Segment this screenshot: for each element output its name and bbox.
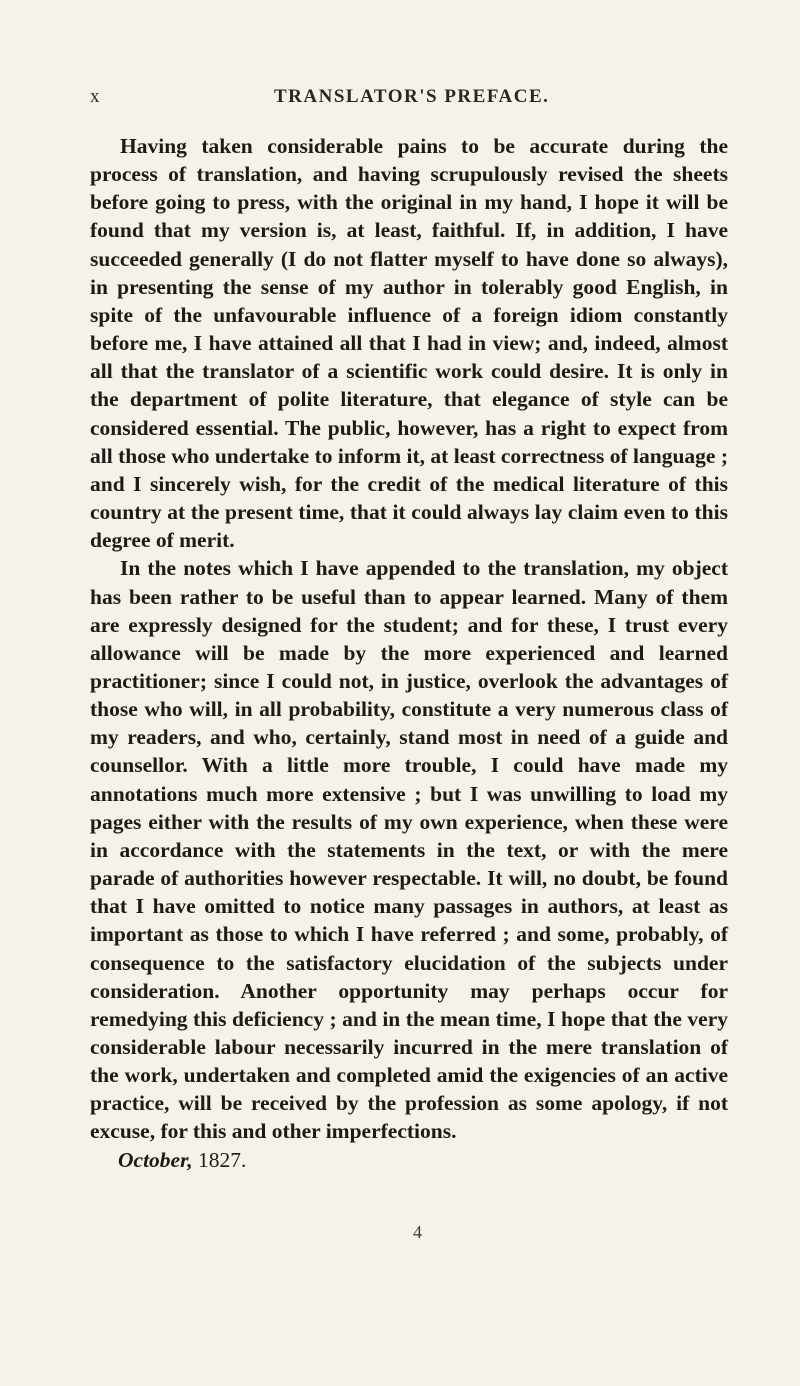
paragraph-notes: In the notes which I have appended to the translation, my object has been rather to be useful than to appear learned. Many of them are expressly designed for the student; and for these, I trust every allowance will be made by the more experienced and learned practitioner; since I could not, in justice, overlook the advantages of those who will, in all probability, constitute a very numerous class of my readers, and who, certainly, stand most in need of a guide and counsellor. With a little more trouble, I could have made my annotations much more extensive ; but I was unwilling to load my pages either with the results of my own experience, when these were in accordance with the statements in the text, or with the mere parade of authorities however respectable. It will, no doubt, be found that I have omitted to notice many passages in authors, at least as important as those to which I have referred ; and some, probably, of consequence to the satisfactory elucidation of the subjects under consideration. Another opportunity may perhaps occur for remedying this deficiency ; and in the mean time, I hope that the very considerable labour necessarily incurred in the mere translation of the work, undertaken and completed amid the exigencies of an active practice, will be received by the profession as some apology, if not excuse, for this and other imperfections.	[90, 556, 728, 1144]
running-title: TRANSLATOR'S PREFACE.	[274, 86, 550, 107]
paragraph-accuracy: Having taken considerable pains to be accurate during the process of translation, and having scrupulously revised the sheets before going to press, with the original in my hand, I hope it will be found that my version is, at least, faithful. If, in addition, I have succeeded generally (I do not flatter myself to have done so always), in presenting the sense of my author in tolerably good English, in spite of the unfavourable influence of a foreign idiom constantly before me, I have attained all that I had in view; and, indeed, almost all that the translator of a scientific work could desire. It is only in the department of polite literature, that elegance of style can be considered essential. The public, however, has a right to expect from all those who undertake to inform it, at least correctness of language ; and I sincerely wish, for the credit of the medical literature of this country at the present time, that it could always lay claim even to this degree of merit.	[90, 134, 728, 553]
page-number: x	[90, 86, 101, 107]
printer-signature-mark: 4	[413, 1222, 422, 1242]
signoff-year: 1827.	[198, 1147, 247, 1172]
preface-body	[90, 132, 728, 1174]
running-head	[90, 86, 710, 116]
signoff-date	[90, 1146, 728, 1174]
signoff-month: October,	[118, 1147, 193, 1172]
